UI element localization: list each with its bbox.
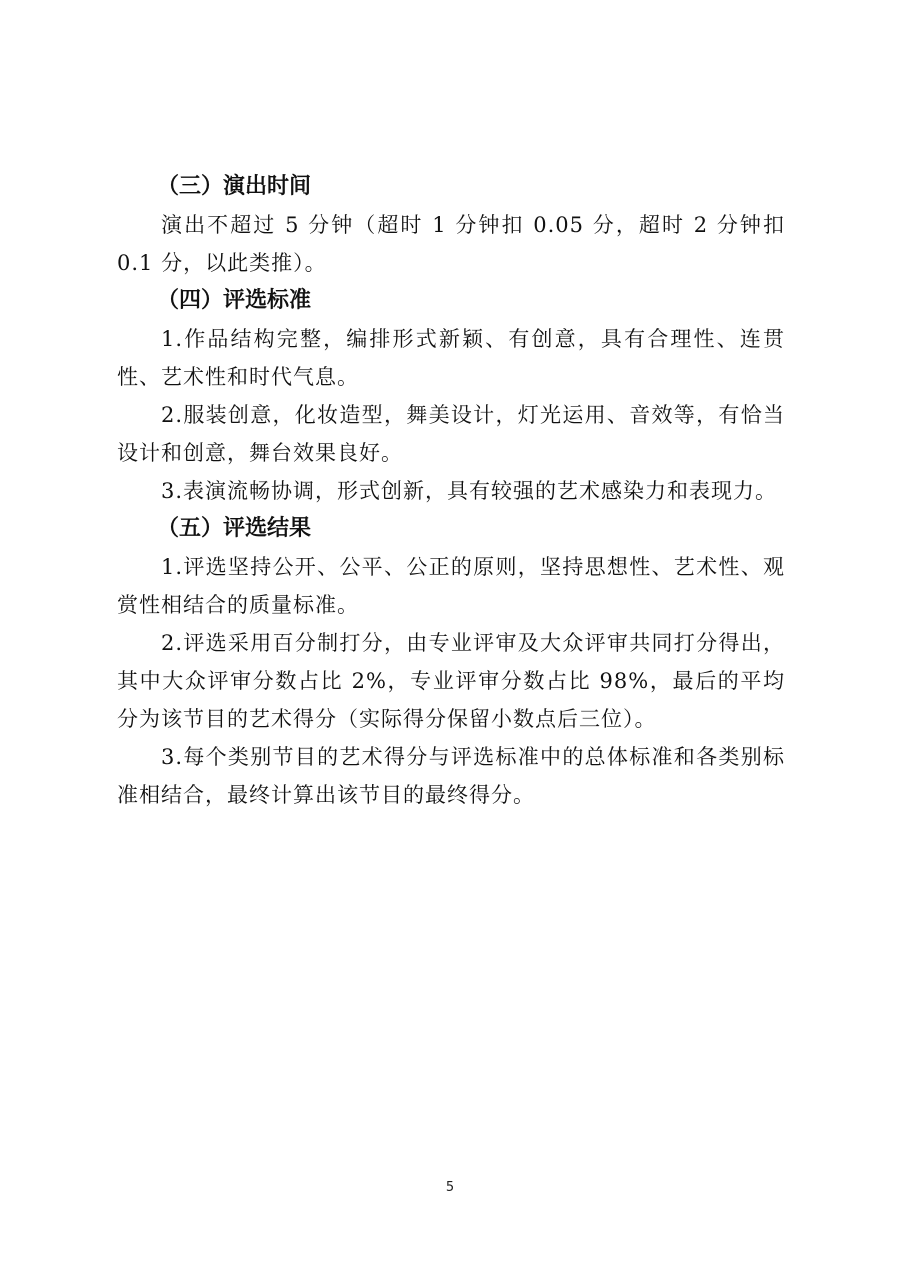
paragraph-criteria-3: 3.表演流畅协调，形式创新，具有较强的艺术感染力和表现力。 (161, 479, 778, 503)
paragraph-performance-time: 演出不超过 5 分钟（超时 1 分钟扣 0.05 分，超时 2 分钟扣 0.1 分，以此类推）。 (117, 213, 785, 275)
section-heading-performance-time: （三）演出时间 (157, 174, 312, 199)
paragraph-criteria-2: 2.服装创意，化妆造型，舞美设计，灯光运用、音效等，有恰当设计和创意，舞台效果良好。 (117, 403, 785, 465)
section-heading-evaluation-results: （五）评选结果 (157, 516, 312, 541)
page-number: 5 (445, 1180, 455, 1195)
paragraph-criteria-1: 1.作品结构完整，编排形式新颖、有创意，具有合理性、连贯性、艺术性和时代气息。 (117, 327, 785, 389)
section-heading-evaluation-criteria: （四）评选标准 (157, 288, 312, 313)
paragraph-results-3: 3.每个类别节目的艺术得分与评选标准中的总体标准和各类别标准相结合，最终计算出该节目的最终得分。 (117, 745, 785, 807)
paragraph-results-1: 1.评选坚持公开、公平、公正的原则，坚持思想性、艺术性、观赏性相结合的质量标准。 (117, 555, 785, 617)
paragraph-results-2: 2.评选采用百分制打分，由专业评审及大众评审共同打分得出，其中大众评审分数占比 2%，专业评审分数占比 98%，最后的平均分为该节目的艺术得分（实际得分保留小数点后三位）。 (117, 631, 785, 731)
document-body (117, 168, 785, 814)
